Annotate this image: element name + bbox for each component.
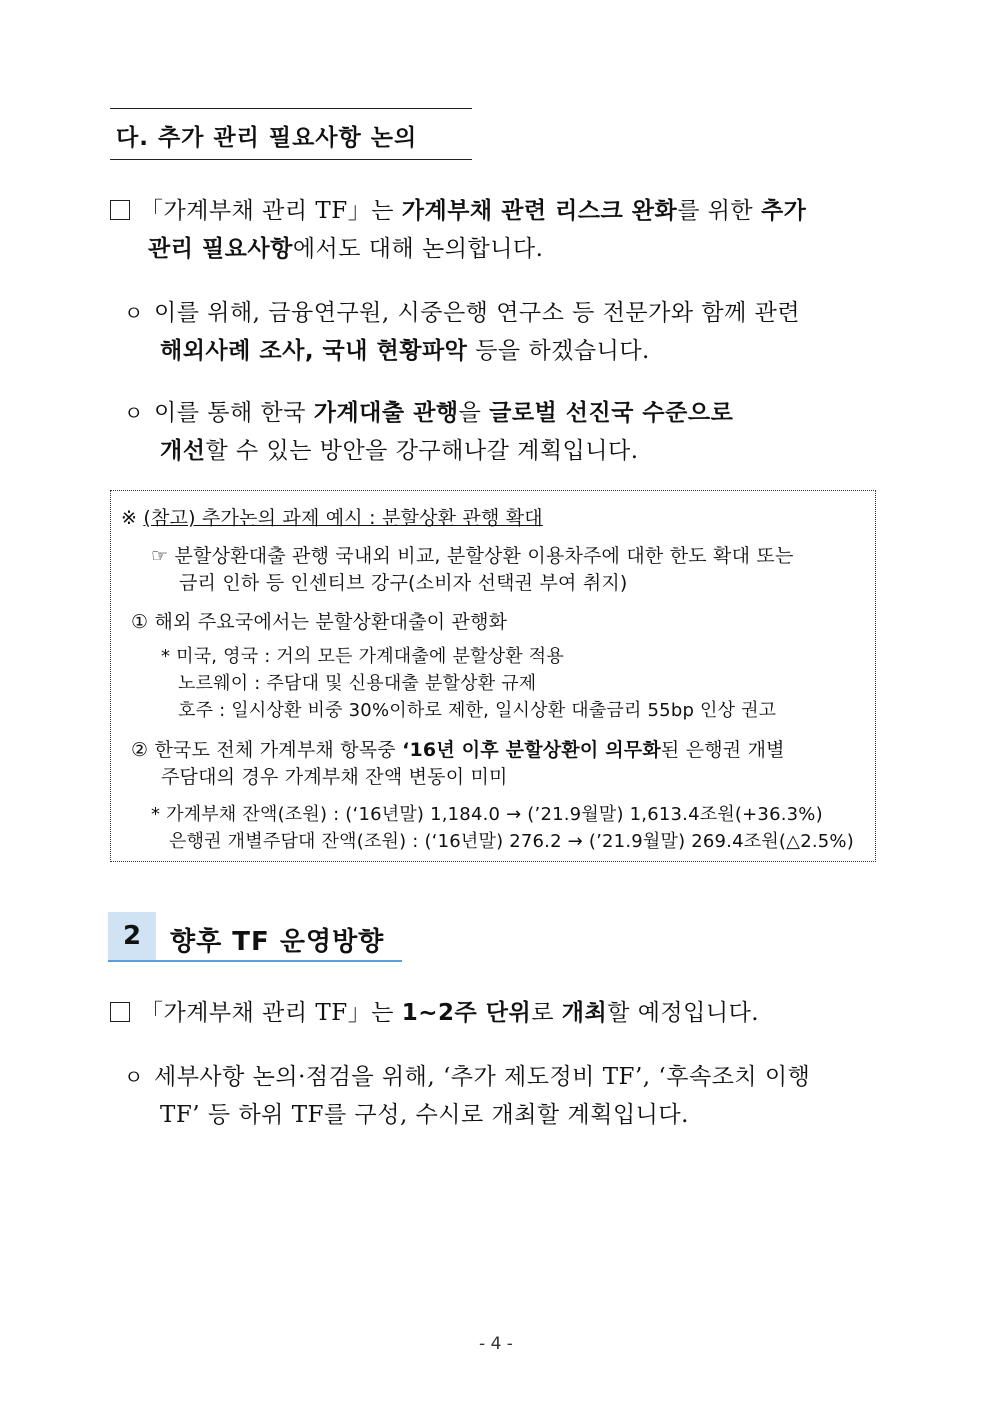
paragraph-3-line-2: 개선할 수 있는 방안을 강구해나갈 계획입니다. — [160, 438, 639, 464]
paragraph-4: 「가계부채 관리 TF」는 1~2주 단위로 개최할 예정입니다. — [110, 994, 759, 1032]
reference-item-1-sub-3: 호주 : 일시상환 비중 30%이하로 제한, 일시상환 대출금리 55bp 인상 권고 — [178, 700, 777, 721]
paragraph-1-line-1: 「가계부채 관리 TF」는 가계부채 관련 리스크 완화를 위한 추가 — [110, 192, 806, 230]
checkbox-square-icon — [110, 200, 130, 220]
pointing-hand-icon: ☞ — [151, 545, 169, 567]
reference-item-2-line-2: 주담대의 경우 가계부채 잔액 변동이 미미 — [161, 766, 508, 788]
reference-item-1-sub-1: * 미국, 영국 : 거의 모든 가계대출에 분할상환 적용 — [161, 646, 564, 667]
reference-item-2-sub-1: * 가계부채 잔액(조원) : (‘16년말) 1,184.0 → (’21.9월말) 1,613.4조원(+36.3%) — [151, 804, 823, 825]
section-2-number: 2 — [108, 912, 156, 960]
bullet-circle-icon: ㅇ — [124, 301, 144, 325]
page-number: - 4 - — [479, 1334, 513, 1354]
reference-hand-line-1: ☞ 분할상환대출 관행 국내외 비교, 분할상환 이용차주에 대한 한도 확대 또는 — [151, 545, 794, 567]
section-d-header — [110, 108, 472, 160]
bullet-circle-icon: ㅇ — [124, 401, 144, 425]
reference-box — [110, 490, 876, 862]
paragraph-2-line-2: 해외사례 조사, 국내 현황파악 등을 하겠습니다. — [160, 338, 650, 364]
section-2-header — [108, 912, 402, 962]
reference-item-1: ① 해외 주요국에서는 분할상환대출이 관행화 — [131, 611, 508, 633]
paragraph-3-line-1: ㅇ 이를 통해 한국 가계대출 관행을 글로벌 선진국 수준으로 — [124, 394, 733, 432]
reference-item-2-line-1: ② 한국도 전체 가계부채 항목중 ‘16년 이후 분할상환이 의무화된 은행권 개별 — [131, 739, 785, 761]
checkbox-square-icon — [110, 1002, 130, 1022]
reference-item-2-sub-2: 은행권 개별주담대 잔액(조원) : (‘16년말) 276.2 → (’21.9월말) 269.4조원(△2.5%) — [169, 831, 854, 852]
paragraph-5-line-2: TF’ 등 하위 TF를 구성, 수시로 개최할 계획입니다. — [160, 1102, 689, 1128]
bullet-circle-icon: ㅇ — [124, 1065, 144, 1089]
paragraph-5-line-1: ㅇ 세부사항 논의·점검을 위해, ‘추가 제도정비 TF’, ‘후속조치 이행 — [124, 1058, 810, 1096]
reference-title-line: ※ (참고) 추가논의 과제 예시 : 분할상환 관행 확대 — [121, 507, 543, 529]
section-d-title: 다. 추가 관리 필요사항 논의 — [116, 125, 418, 151]
reference-item-1-sub-2: 노르웨이 : 주담대 및 신용대출 분할상환 규제 — [178, 673, 537, 694]
paragraph-1-line-2: 관리 필요사항에서도 대해 논의합니다. — [148, 236, 544, 262]
reference-hand-line-2: 금리 인하 등 인센티브 강구(소비자 선택권 부여 취지) — [179, 572, 628, 594]
section-2-title: 향후 TF 운영방향 — [170, 927, 385, 957]
paragraph-2-line-1: ㅇ 이를 위해, 금융연구원, 시중은행 연구소 등 전문가와 함께 관련 — [124, 294, 800, 332]
reference-title: (참고) 추가논의 과제 예시 : 분할상환 관행 확대 — [143, 507, 543, 529]
